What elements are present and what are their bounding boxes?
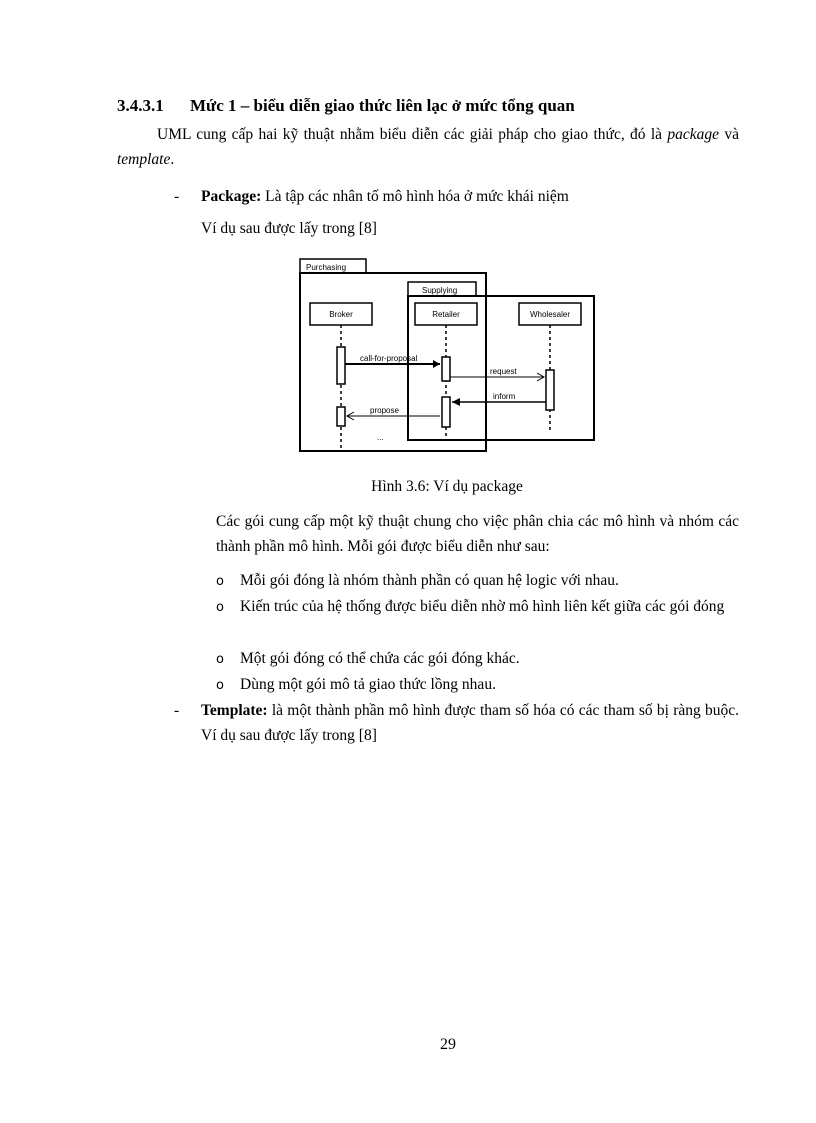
template-bullet (174, 698, 744, 748)
wholesaler-activation (546, 370, 554, 410)
list-item-text: Một gói đóng có thể chứa các gói đóng khác. (240, 650, 520, 667)
term-package: package (667, 126, 720, 143)
supplying-label: Supplying (422, 286, 458, 295)
inform-label: inform (493, 392, 516, 401)
purchasing-label: Purchasing (306, 263, 347, 272)
wholesaler-label: Wholesaler (529, 310, 571, 319)
broker-label: Broker (329, 310, 353, 319)
figure-caption: Hình 3.6: Ví dụ package (371, 478, 523, 495)
list-item (216, 672, 746, 698)
request-label: request (490, 367, 517, 376)
list-item (216, 646, 746, 672)
list-item (216, 568, 746, 594)
package-example: Ví dụ sau được lấy trong [8] (201, 220, 377, 237)
retailer-label: Retailer (432, 310, 460, 319)
bullet-marker: o (216, 678, 224, 693)
package-explanation: Các gói cung cấp một kỹ thuật chung cho việc phân chia các mô hình và nhóm các thành phần mô hình. Mỗi gói được biểu diễn như sau: (216, 513, 739, 555)
intro-text-end: . (170, 151, 175, 168)
section-heading (117, 94, 757, 118)
package-desc: Là tập các nhân tố mô hình hóa ở mức khái niệm (261, 188, 569, 205)
template-desc: là một thành phần mô hình được tham số hóa có các tham số bị ràng buộc. Ví dụ sau được lấy trong [8] (201, 702, 739, 744)
list-item-text: Dùng một gói mô tả giao thức lồng nhau. (240, 676, 496, 693)
broker-activation-2 (337, 407, 345, 426)
retailer-activation-2 (442, 397, 450, 427)
list-item-text: Kiến trúc của hệ thống được biểu diễn nhờ mô hình liên kết giữa các gói đóng (240, 598, 725, 615)
package-bullet (174, 184, 754, 209)
page-number: 29 (440, 1036, 456, 1053)
package-term: Package: (201, 188, 262, 205)
list-item-text: Mỗi gói đóng là nhóm thành phần có quan hệ logic với nhau. (240, 572, 619, 589)
list-item (216, 594, 746, 620)
package-diagram (274, 250, 620, 462)
section-number: 3.4.3.1 (117, 96, 164, 115)
propose-label: propose (370, 406, 399, 415)
dash-marker: - (174, 702, 180, 719)
term-template: template (117, 151, 171, 168)
section-title: Mức 1 – biểu diễn giao thức liên lạc ở mức tổng quan (190, 96, 575, 115)
template-text (201, 698, 739, 748)
bullet-marker: o (216, 574, 224, 589)
diagram-ellipsis: ... (377, 433, 384, 442)
dash-marker: - (174, 188, 180, 205)
broker-activation-1 (337, 347, 345, 384)
template-term: Template: (201, 702, 268, 719)
intro-paragraph (117, 122, 739, 172)
intro-text-middle: và (719, 126, 739, 143)
bullet-marker: o (216, 600, 224, 615)
retailer-activation-1 (442, 357, 450, 381)
bullet-marker: o (216, 652, 224, 667)
call-for-proposal-label: call-for-proposal (360, 354, 418, 363)
intro-text: UML cung cấp hai kỹ thuật nhằm biểu diễn các giải pháp cho giao thức, đó là (157, 126, 668, 143)
